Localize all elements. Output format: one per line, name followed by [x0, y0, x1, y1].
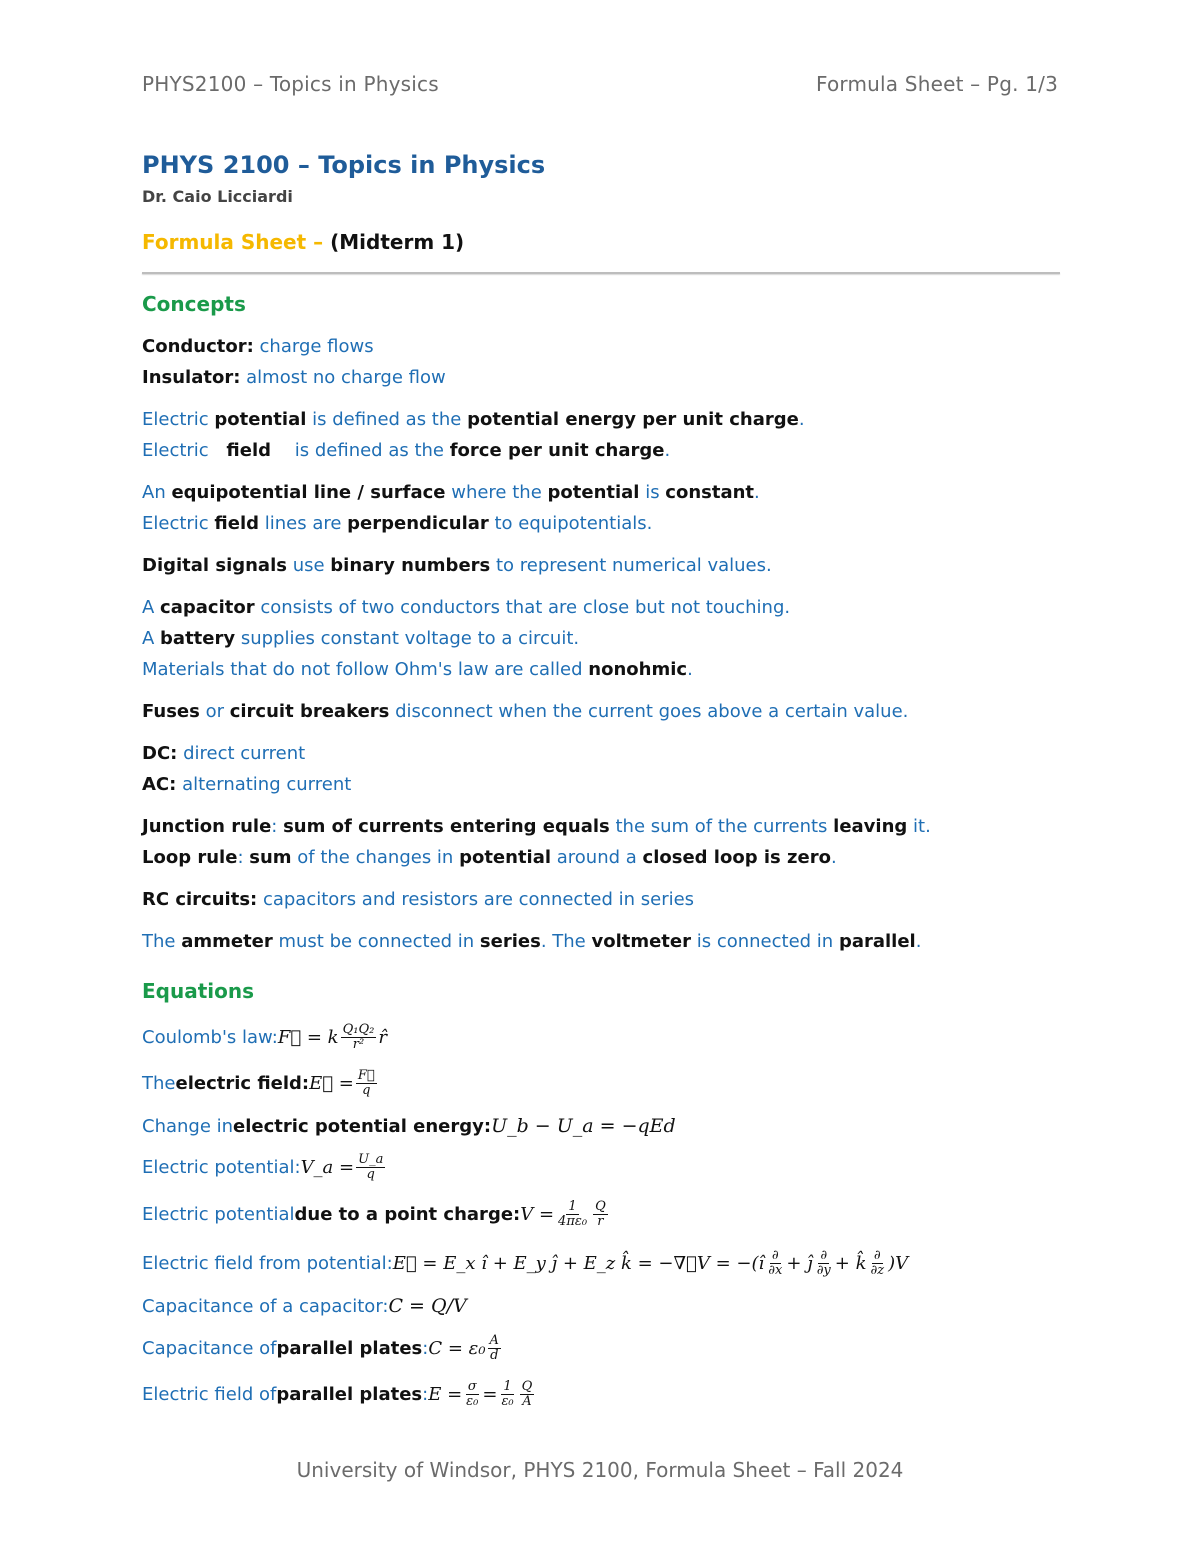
rc-block: [142, 884, 1060, 915]
text-bold: electric potential energy:: [233, 1115, 492, 1137]
text: .: [664, 440, 671, 461]
text: Electric: [142, 513, 215, 534]
eq-math: U_b − U_a = −qEd: [491, 1115, 676, 1137]
text-bold: Fuses: [142, 701, 200, 722]
fraction: [488, 1334, 501, 1363]
eq-math: )V: [888, 1252, 909, 1274]
eq-label: The: [142, 1072, 176, 1094]
denominator: q: [362, 1082, 371, 1098]
text: disconnect when the current goes above a certain value.: [389, 701, 909, 722]
eq-math: r̂: [378, 1026, 387, 1048]
electric-field-eq: [142, 1059, 1060, 1107]
page-footer: University of Windsor, PHYS 2100, Formula Sheet – Fall 2024: [296, 1458, 904, 1482]
eq-math: E⃗ =: [309, 1072, 354, 1094]
eq-label: Change in: [142, 1115, 234, 1137]
eq-math: V =: [520, 1203, 555, 1225]
text: around a: [551, 847, 643, 868]
text: direct current: [177, 743, 306, 764]
denominator: A: [522, 1393, 532, 1409]
text: the sum of the currents: [609, 816, 834, 837]
fraction: [869, 1249, 887, 1278]
denominator: r: [597, 1213, 604, 1229]
text-bold: equipotential line / surface: [171, 482, 446, 503]
denominator: d: [490, 1347, 499, 1363]
text-bold: voltmeter: [591, 931, 691, 952]
text: . The: [540, 931, 592, 952]
fraction: [520, 1380, 535, 1409]
fuses-block: [142, 696, 1060, 727]
text-bold: parallel plates: [276, 1383, 423, 1405]
text: .: [687, 659, 693, 680]
text-bold: force per unit charge: [449, 440, 665, 461]
equipotential-line: [142, 477, 1060, 508]
eq-math: V_a =: [300, 1156, 355, 1178]
fraction: [499, 1380, 515, 1409]
meters-block: [142, 926, 1060, 957]
text: .: [915, 931, 922, 952]
potential-energy-eq: [142, 1107, 1060, 1145]
text: supplies constant voltage to a circuit.: [235, 628, 580, 649]
fraction: [464, 1380, 480, 1409]
equipotential-block: [142, 477, 1060, 539]
numerator: F⃗: [357, 1067, 375, 1083]
numerator: 1: [503, 1378, 512, 1394]
loop-rule-line: [142, 842, 1060, 873]
text-bold: due to a point charge:: [294, 1203, 521, 1225]
text-bold: nonohmic: [588, 659, 688, 680]
text-bold: Loop rule: [142, 847, 238, 868]
coulomb-law: [142, 1015, 1060, 1059]
denominator: ε₀: [466, 1393, 479, 1409]
text-bold: leaving: [833, 816, 908, 837]
text-bold: RC circuits:: [142, 889, 258, 910]
capacitance-eq: [142, 1287, 1060, 1325]
kirchhoff-block: [142, 811, 1060, 873]
text-bold: potential energy per unit charge: [467, 409, 799, 430]
text: A: [142, 597, 161, 618]
text: to represent numerical values.: [490, 555, 772, 576]
text: :: [271, 816, 284, 837]
text-bold: field: [214, 513, 260, 534]
numerator: A: [489, 1332, 499, 1348]
dc-line: [142, 738, 1060, 769]
text: Materials that do not follow Ohm's law are called: [142, 659, 589, 680]
denominator: 4πε₀: [558, 1213, 588, 1229]
text-bold: DC:: [142, 743, 178, 764]
field-lines-line: [142, 508, 1060, 539]
denominator: ∂z: [870, 1262, 885, 1278]
parallel-plate-capacitance-eq: [142, 1325, 1060, 1371]
exam-label: (Midterm 1): [330, 230, 465, 254]
conductor-line: [142, 331, 1060, 362]
eq-label: Electric potential: [142, 1203, 295, 1225]
eq-math: =: [482, 1383, 498, 1405]
text-bold: parallel: [838, 931, 916, 952]
numerator: Q₁Q₂: [342, 1021, 375, 1037]
electric-potential-eq: [142, 1145, 1060, 1189]
text: consists of two conductors that are close but not touching.: [254, 597, 791, 618]
potential-definition: [142, 404, 1060, 435]
text: where the: [445, 482, 548, 503]
denominator: ∂y: [816, 1262, 831, 1278]
eq-label: Capacitance of: [142, 1337, 277, 1359]
denominator: ∂x: [768, 1262, 783, 1278]
text-bold: circuit breakers: [229, 701, 390, 722]
text: is connected in: [691, 931, 839, 952]
components-block: [142, 592, 1060, 685]
text-bold: capacitor: [160, 597, 255, 618]
field-definition: [142, 435, 1060, 466]
text: .: [798, 409, 805, 430]
text-bold: sum of currents entering equals: [283, 816, 610, 837]
numerator: ∂: [873, 1247, 881, 1263]
conductor-block: [142, 331, 1060, 393]
equations-block: [142, 1015, 1060, 1417]
fraction: [356, 1153, 385, 1182]
text-bold: sum: [249, 847, 292, 868]
eq-label: Capacitance of a capacitor:: [142, 1295, 389, 1317]
parallel-plate-field-eq: [142, 1371, 1060, 1417]
fraction: [766, 1249, 784, 1278]
fraction: [593, 1200, 608, 1229]
eq-math: + ĵ: [786, 1252, 813, 1274]
equations-heading: Equations: [142, 979, 255, 1003]
numerator: ∂: [820, 1247, 828, 1263]
eq-label: Electric potential:: [142, 1156, 301, 1178]
page-title: PHYS 2100 – Topics in Physics: [142, 151, 546, 179]
fraction: [341, 1023, 377, 1052]
text: must be connected in: [272, 931, 480, 952]
text-bold: field: [226, 440, 272, 461]
text: .: [754, 482, 760, 503]
text: .: [830, 847, 837, 868]
numerator: 1: [568, 1198, 577, 1214]
text-bold: series: [479, 931, 541, 952]
eq-label: Electric field from potential:: [142, 1252, 393, 1274]
text: :: [237, 847, 250, 868]
numerator: Q: [521, 1378, 533, 1394]
point-charge-potential-eq: [142, 1189, 1060, 1239]
capacitor-line: [142, 592, 1060, 623]
text: it.: [907, 816, 931, 837]
text: The: [142, 931, 182, 952]
conductor-desc: charge flows: [253, 336, 374, 357]
insulator-line: [142, 362, 1060, 393]
text-bold: electric field:: [175, 1072, 310, 1094]
text-bold: Digital signals: [142, 555, 287, 576]
text: :: [422, 1337, 429, 1359]
text-bold: Junction rule: [142, 816, 272, 837]
formula-sheet-heading: [142, 228, 1060, 256]
eq-math: F⃗ = k: [277, 1026, 339, 1048]
fraction: [556, 1200, 589, 1229]
current-types-block: [142, 738, 1060, 800]
text-bold: closed loop is zero: [642, 847, 831, 868]
text: lines are: [259, 513, 348, 534]
denominator: r²: [352, 1036, 365, 1052]
author-name: Dr. Caio Licciardi: [142, 187, 293, 206]
fraction: [356, 1069, 377, 1098]
meters-line: [142, 926, 1060, 957]
text: use: [286, 555, 331, 576]
text: capacitors and resistors are connected in series: [257, 889, 695, 910]
field-from-potential-eq: [142, 1239, 1060, 1287]
numerator: U_a: [358, 1151, 384, 1167]
running-header-left: PHYS2100 – Topics in Physics: [142, 72, 439, 96]
insulator-term: Insulator:: [142, 367, 241, 388]
text: is: [639, 482, 666, 503]
text-bold: potential: [459, 847, 552, 868]
eq-math: E⃗ = E_x î + E_y ĵ + E_z k̂ = −∇⃗V = −(î: [392, 1252, 765, 1274]
text: Electric: [142, 409, 215, 430]
ac-line: [142, 769, 1060, 800]
conductor-term: Conductor:: [142, 336, 254, 357]
nonohmic-line: [142, 654, 1060, 685]
text-bold: ammeter: [181, 931, 273, 952]
eq-math: + k̂: [834, 1252, 867, 1274]
denominator: q: [366, 1166, 375, 1182]
eq-label: Electric field of: [142, 1383, 277, 1405]
text: to equipotentials.: [488, 513, 653, 534]
eq-math: C = ε₀: [428, 1337, 486, 1359]
divider: [142, 272, 1060, 274]
digital-line: [142, 550, 1060, 581]
page-content: [142, 148, 1060, 1417]
numerator: Q: [595, 1198, 606, 1214]
text: A: [142, 628, 161, 649]
insulator-desc: almost no charge flow: [240, 367, 446, 388]
text-bold: parallel plates: [276, 1337, 423, 1359]
fuses-line: [142, 696, 1060, 727]
text-bold: potential: [214, 409, 307, 430]
running-header-right: Formula Sheet – Pg. 1/3: [815, 72, 1058, 96]
eq-math: E =: [428, 1383, 463, 1405]
definitions-block: [142, 404, 1060, 466]
junction-rule-line: [142, 811, 1060, 842]
text: Electric: [142, 440, 215, 461]
text: of the changes in: [291, 847, 460, 868]
text: alternating current: [176, 774, 352, 795]
concepts-heading: Concepts: [142, 292, 246, 316]
digital-block: [142, 550, 1060, 581]
text-bold: battery: [160, 628, 236, 649]
text: or: [199, 701, 230, 722]
text: is defined as the: [289, 440, 450, 461]
battery-line: [142, 623, 1060, 654]
rc-line: [142, 884, 1060, 915]
text: :: [422, 1383, 429, 1405]
text-bold: AC:: [142, 774, 177, 795]
eq-label: Coulomb's law:: [142, 1026, 278, 1048]
text: is defined as the: [306, 409, 468, 430]
denominator: ε₀: [501, 1393, 514, 1409]
text-bold: potential: [547, 482, 640, 503]
eq-math: C = Q/V: [388, 1295, 467, 1317]
text-bold: constant: [665, 482, 755, 503]
numerator: σ: [467, 1378, 477, 1394]
text: An: [142, 482, 172, 503]
formula-sheet-label: Formula Sheet –: [142, 230, 331, 254]
text-bold: binary numbers: [330, 555, 491, 576]
numerator: ∂: [771, 1247, 779, 1263]
text-bold: perpendicular: [347, 513, 489, 534]
fraction: [815, 1249, 833, 1278]
